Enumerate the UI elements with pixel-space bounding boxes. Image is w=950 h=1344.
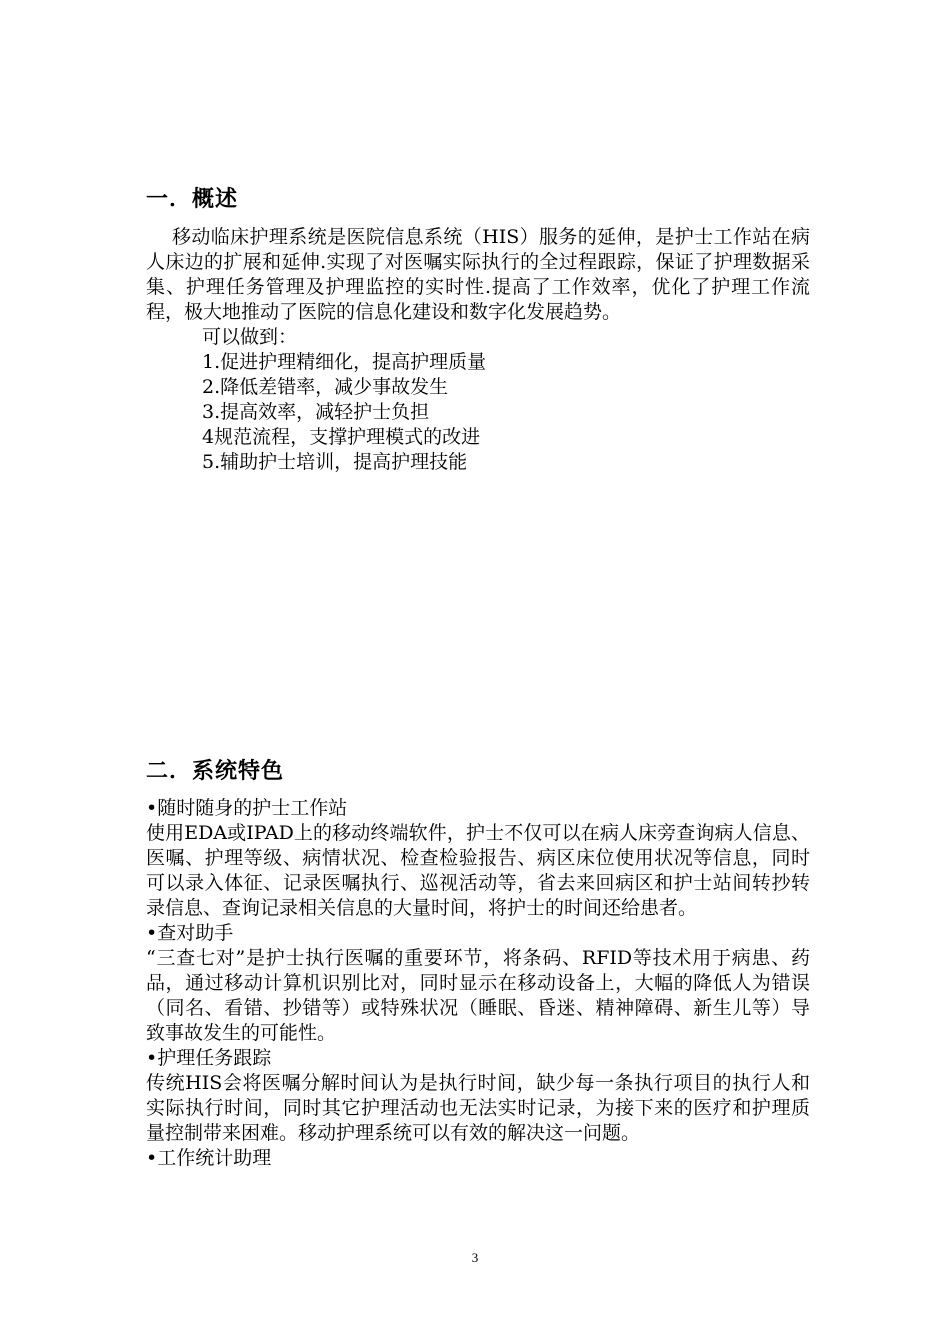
- list-item: 2.降低差错率，减少事故发生: [202, 376, 449, 398]
- list-item: 3.提高效率，减轻护士负担: [202, 401, 430, 423]
- feature-title: •护理任务跟踪: [146, 1047, 272, 1069]
- overview-lead: 可以做到：: [202, 326, 298, 348]
- feature-title: •查对助手: [146, 922, 234, 944]
- overview-body: [146, 225, 810, 475]
- section-overview: [146, 186, 810, 214]
- overview-paragraph: 移动临床护理系统是医院信息系统（HIS）服务的延伸，是护士工作站在病人床边的扩展和延伸.实现了对医嘱实际执行的全过程跟踪，保证了护理数据采集、护理任务管理及护理监控的实时性.提高了工作效率，优化了护理工作流程，极大地推动了医院的信息化建设和数字化发展趋势。: [146, 226, 810, 323]
- feature-body: 传统HIS会将医嘱分解时间认为是执行时间，缺少每一条执行项目的执行人和实际执行时间，同时其它护理活动也无法实时记录，为接下来的医疗和护理质量控制带来困难。移动护理系统可以有效的解决这一问题。: [146, 1072, 810, 1144]
- section-heading-overview: 一．概述: [146, 187, 239, 212]
- list-item: 5.辅助护士培训，提高护理技能: [202, 451, 468, 473]
- feature-title: •工作统计助理: [146, 1147, 272, 1169]
- section-heading-features: 二．系统特色: [146, 759, 285, 784]
- page-number: 3: [471, 1250, 479, 1265]
- features-body: [146, 796, 810, 1171]
- feature-body: “三查七对”是护士执行医嘱的重要环节，将条码、RFID等技术用于病患、药品，通过移动计算机识别比对，同时显示在移动设备上，大幅的降低人为错误（同名、看错、抄错等）或特殊状况（睡眠、昏迷、精神障碍、新生儿等）导致事故发生的可能性。: [146, 947, 810, 1044]
- list-item: 1.促进护理精细化，提高护理质量: [202, 351, 487, 373]
- section-features: [146, 758, 810, 786]
- list-item: 4规范流程，支撑护理模式的改进: [202, 426, 481, 448]
- feature-title: •随时随身的护士工作站: [146, 797, 348, 819]
- overview-list: [146, 350, 810, 475]
- feature-body: 使用EDA或IPAD上的移动终端软件，护士不仅可以在病人床旁查询病人信息、医嘱、护理等级、病情状况、检查检验报告、病区床位使用状况等信息，同时可以录入体征、记录医嘱执行、巡视活动等，省去来回病区和护士站间转抄转录信息、查询记录相关信息的大量时间，将护士的时间还给患者。: [146, 822, 810, 919]
